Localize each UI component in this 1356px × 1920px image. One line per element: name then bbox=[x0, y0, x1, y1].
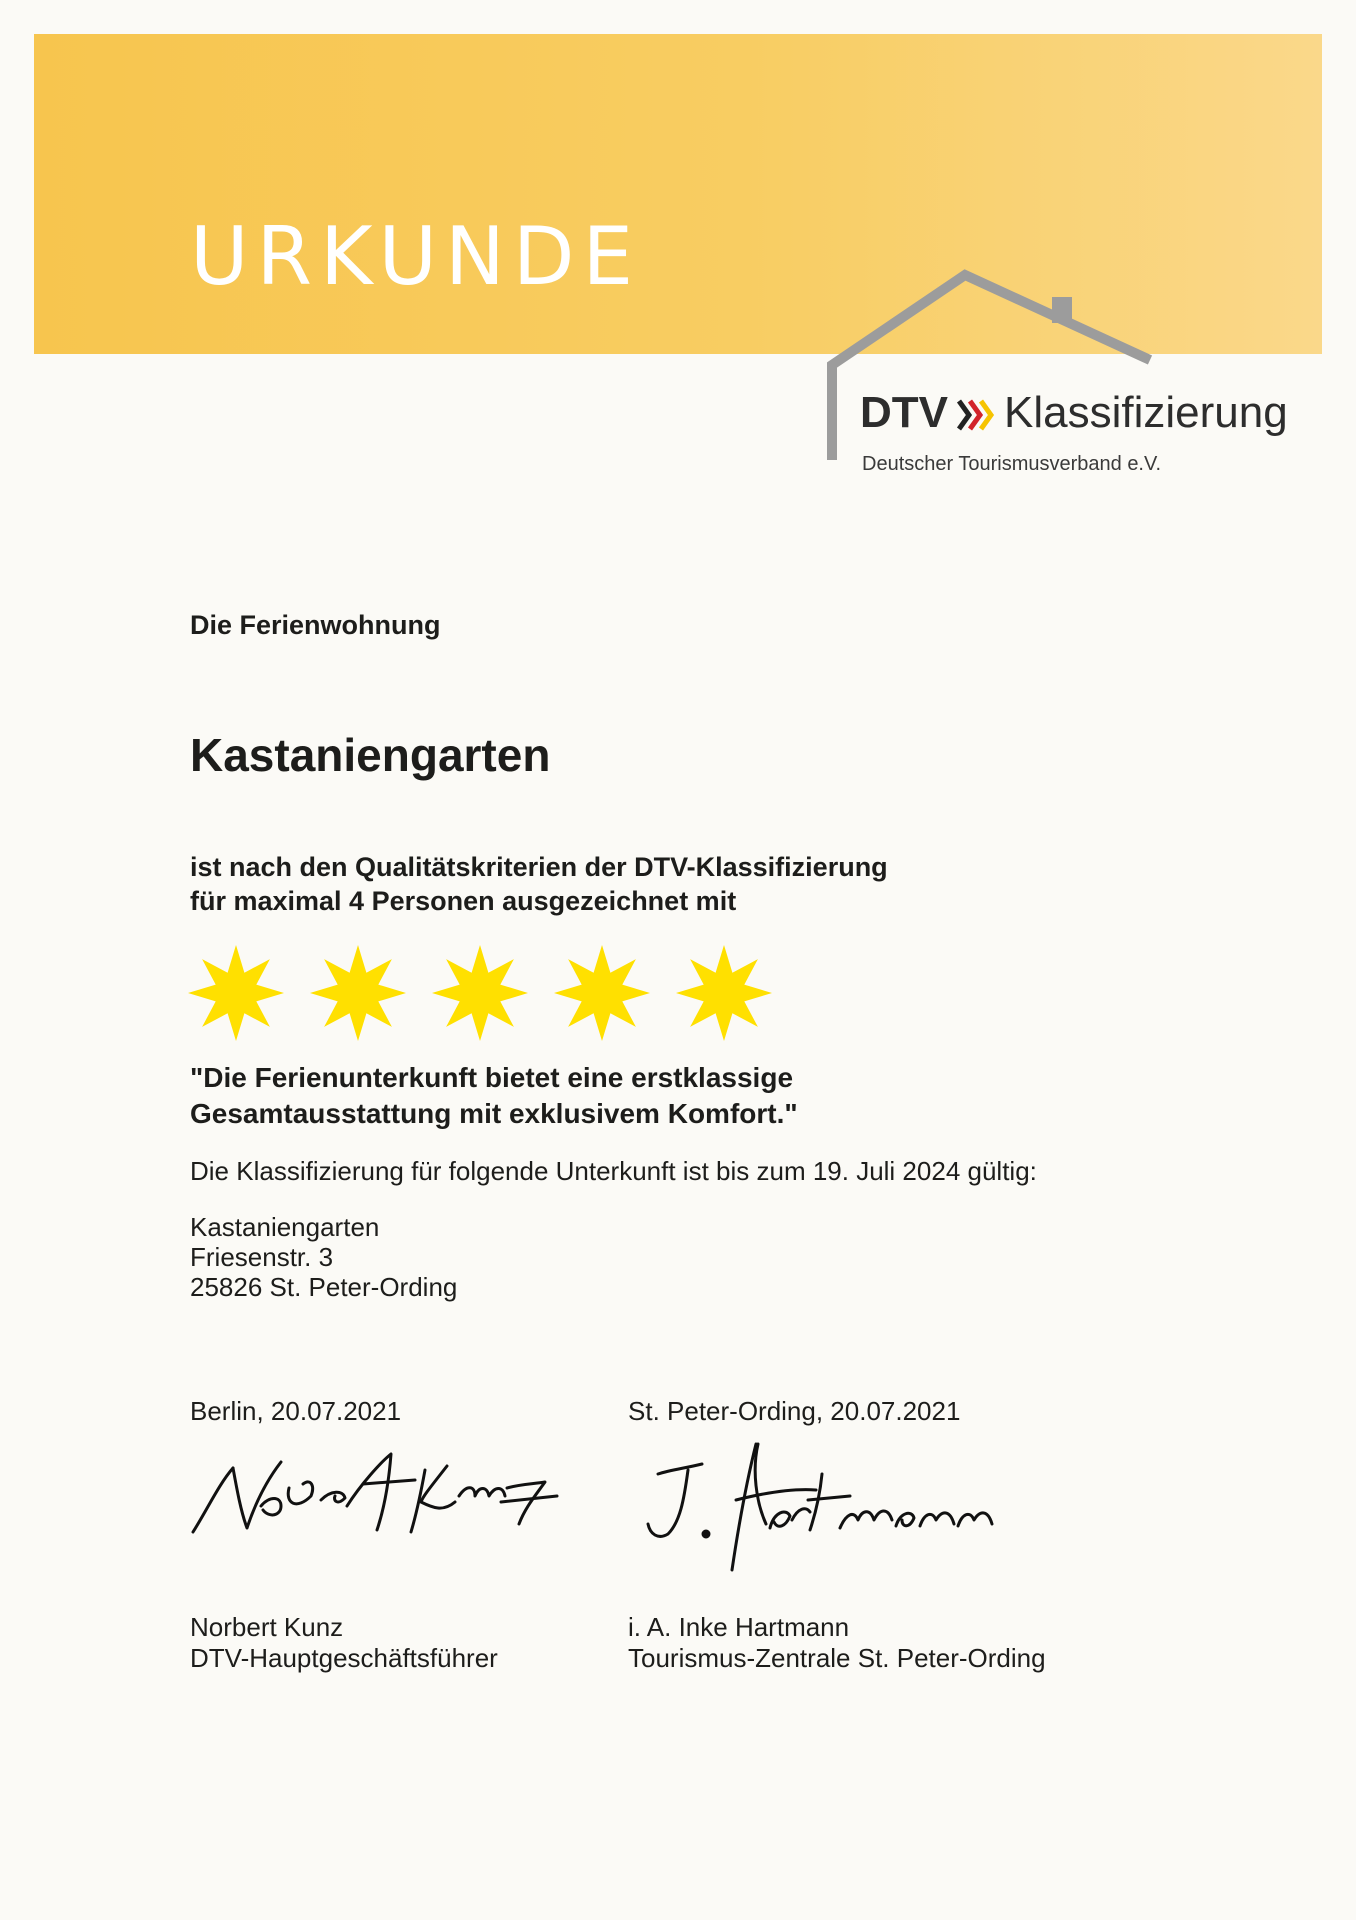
signer-role-right: Tourismus-Zentrale St. Peter-Ording bbox=[628, 1643, 1046, 1673]
star-icon bbox=[432, 945, 528, 1041]
address-city: 25826 St. Peter-Ording bbox=[190, 1272, 458, 1302]
chevron-flag-icon bbox=[956, 397, 996, 433]
logo-name: Klassifizierung bbox=[1004, 388, 1288, 437]
dtv-logo bbox=[860, 388, 1288, 438]
signer-name-right: i. A. Inke Hartmann bbox=[628, 1612, 850, 1642]
accommodation-type: Die Ferienwohnung bbox=[190, 610, 441, 640]
place-date-right: St. Peter-Ording, 20.07.2021 bbox=[628, 1396, 961, 1426]
description-line-2: für maximal 4 Personen ausgezeichnet mit bbox=[190, 886, 737, 916]
logo-subtitle: Deutscher Tourismusverband e.V. bbox=[862, 453, 1162, 475]
validity-statement: Die Klassifizierung für folgende Unterkunft ist bis zum 19. Juli 2024 gültig: bbox=[190, 1156, 1037, 1186]
star-icon bbox=[188, 945, 284, 1041]
description-line-1: ist nach den Qualitätskriterien der DTV-Klassifizierung bbox=[190, 852, 888, 882]
star-icon bbox=[554, 945, 650, 1041]
signature-norbert-kunz bbox=[185, 1440, 565, 1550]
rating-quote bbox=[190, 1060, 798, 1132]
place-date-left: Berlin, 20.07.2021 bbox=[190, 1396, 402, 1426]
signer-role-left: DTV-Hauptgeschäftsführer bbox=[190, 1643, 498, 1673]
signature-inke-hartmann bbox=[648, 1444, 992, 1570]
star-icon bbox=[676, 945, 772, 1041]
property-address bbox=[190, 1212, 457, 1302]
logo-brand: DTV bbox=[860, 388, 948, 437]
signer-right bbox=[628, 1612, 1046, 1674]
star-rating bbox=[186, 938, 786, 1048]
address-street: Friesenstr. 3 bbox=[190, 1242, 334, 1272]
signer-name-left: Norbert Kunz bbox=[190, 1612, 344, 1642]
address-name: Kastaniengarten bbox=[190, 1212, 380, 1242]
signer-left bbox=[190, 1612, 498, 1674]
star-icon bbox=[310, 945, 406, 1041]
quote-line-2: Gesamtausstattung mit exklusivem Komfort." bbox=[190, 1098, 798, 1129]
quote-line-1: "Die Ferienunterkunft bietet eine erstklassige bbox=[190, 1062, 794, 1093]
property-name: Kastaniengarten bbox=[190, 729, 551, 781]
classification-description bbox=[190, 850, 888, 918]
certificate-title: URKUNDE bbox=[190, 210, 641, 303]
